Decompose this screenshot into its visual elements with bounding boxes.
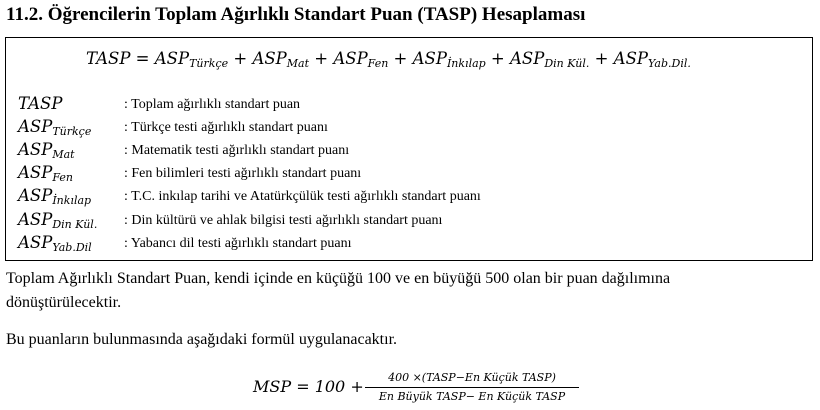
eq-term-mat: Mat (286, 57, 310, 70)
definition-symbol: $ASP_{Mat}$ (18, 140, 75, 161)
section-heading: 11.2. Öğrencilerin Toplam Ağırlıklı Standart Puan (TASP) Hesaplaması (6, 4, 586, 25)
eq-term-fen: Fen (367, 57, 389, 70)
definition-symbol: $ASP_{Yab.Dil}$ (18, 233, 92, 254)
msp-formula (253, 370, 593, 408)
definition-symbol: $ASP_{Din Kül.}$ (18, 210, 98, 231)
fraction-bar (365, 387, 579, 388)
formula-lhs: MSP = 100 + (253, 377, 364, 396)
formula-numerator: 400 ×(TASP−En Küçük TASP) (388, 371, 556, 384)
eq-lhs: TASP (86, 49, 131, 68)
definition-text: : Din kültürü ve ahlak bilgisi testi ağırlıklı standart puanı (124, 213, 443, 228)
definition-text: : Toplam ağırlıklı standart puan (124, 97, 301, 112)
eq-term-din: Din Kül. (544, 57, 590, 70)
definition-row (6, 233, 806, 255)
definition-text: : Türkçe testi ağırlıklı standart puanı (124, 120, 328, 135)
definition-row (6, 94, 806, 116)
eq-term-yabdil: Yab.Dil. (648, 57, 691, 70)
definition-text: : Yabancı dil testi ağırlıklı standart puanı (124, 236, 352, 251)
definition-row (6, 186, 806, 208)
definition-row (6, 117, 806, 139)
paragraph-line: Bu puanların bulunmasında aşağıdaki formül uygulanacaktır. (6, 331, 398, 348)
paragraph-line: dönüştürülecektir. (6, 294, 122, 311)
definition-row (6, 140, 806, 162)
definition-symbol: $ASP_{Türkçe}$ (18, 117, 92, 138)
definition-text: : Fen bilimleri testi ağırlıklı standart puanı (124, 166, 362, 181)
eq-term-inkilap: İnkılap (446, 57, 486, 70)
definition-row (6, 210, 806, 232)
definition-text: : Matematik testi ağırlıklı standart puanı (124, 143, 350, 158)
definition-symbol: $ASP_{İnkılap}$ (18, 186, 92, 207)
formula-denominator: En Büyük TASP− En Küçük TASP (378, 390, 566, 403)
definition-symbol: $ASP_{Fen}$ (18, 163, 73, 184)
tasp-equation: TASP = $ASP_{Türkçe} + ASP_{Mat} + ASP_{Fen} + ASP_{İnkılap} + ASP_{Din Kül.} + ASP_{Yab.Dil.}$ (86, 49, 691, 70)
paragraph-line: Toplam Ağırlıklı Standart Puan, kendi içinde en küçüğü 100 ve en büyüğü 500 olan bir puan dağılımına (6, 270, 671, 287)
definition-symbol: TASP (18, 94, 63, 113)
definition-row (6, 163, 806, 185)
eq-term-turkce: Türkçe (189, 57, 229, 70)
definition-box (5, 37, 813, 261)
definition-text: : T.C. inkılap tarihi ve Atatürkçülük testi ağırlıklı standart puanı (124, 189, 481, 204)
